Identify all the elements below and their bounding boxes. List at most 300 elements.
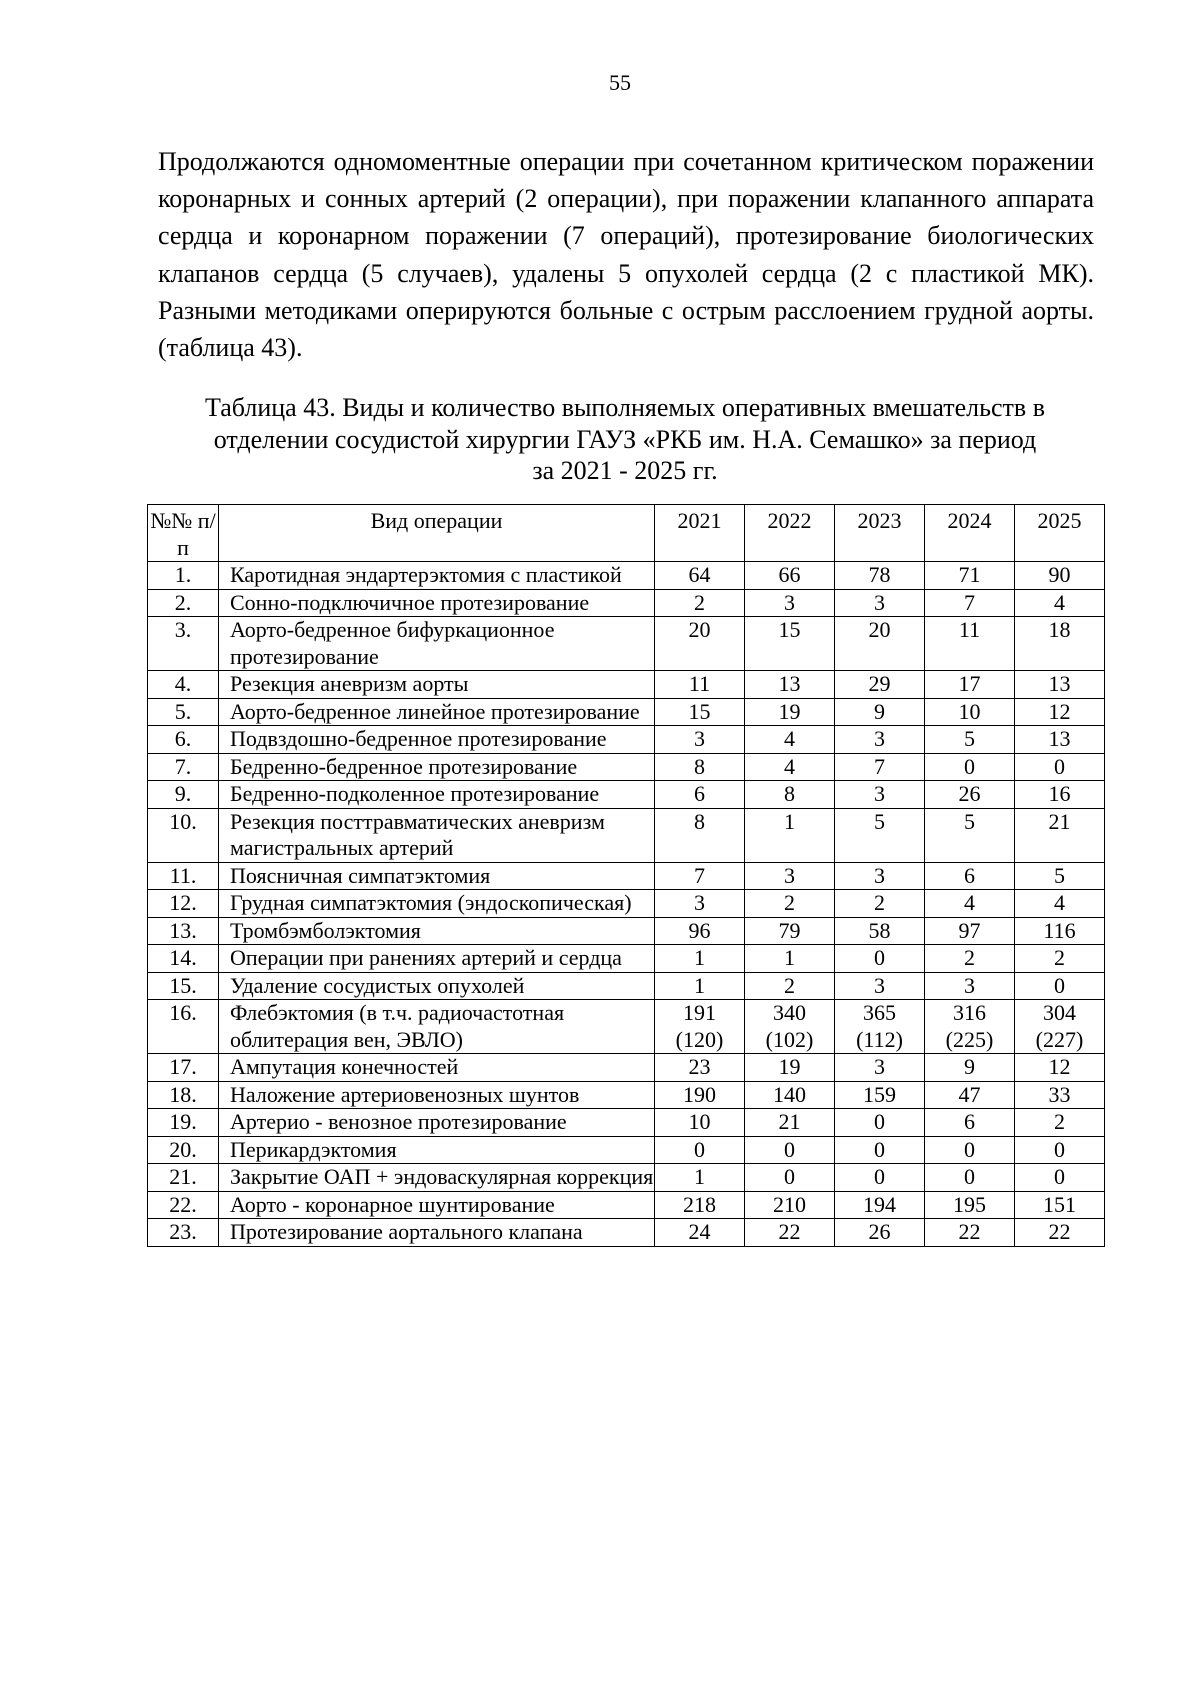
year-sub-value: (227) xyxy=(1035,1026,1084,1052)
year-value-cell xyxy=(1015,1081,1105,1109)
year-value: 21 xyxy=(1048,808,1071,834)
year-value: 10 xyxy=(958,698,981,724)
year-value: 0 xyxy=(874,945,885,970)
year-value: 20 xyxy=(688,617,711,642)
year-value-cell xyxy=(835,1054,925,1082)
operation-name: Аорто-бедренное линейное протезирование xyxy=(219,698,655,726)
year-value-cell xyxy=(655,726,745,754)
year-value: 194 xyxy=(863,1191,896,1217)
operation-name: Подвздошно-бедренное протезирование xyxy=(219,726,655,754)
year-value: 3 xyxy=(784,862,795,888)
year-value: 18 xyxy=(1048,617,1071,642)
row-number: 10. xyxy=(148,808,219,862)
year-value: 20 xyxy=(868,617,891,642)
year-value-cell xyxy=(1015,753,1105,781)
year-value-cell xyxy=(835,945,925,973)
year-value: 0 xyxy=(964,1136,975,1162)
year-value: 96 xyxy=(688,917,711,943)
year-value-cell xyxy=(745,1191,835,1219)
row-number: 2. xyxy=(148,589,219,617)
table-row xyxy=(148,562,1105,590)
year-value-cell xyxy=(655,1109,745,1137)
year-value-cell xyxy=(655,972,745,1000)
year-value: 90 xyxy=(1048,562,1071,587)
year-value-cell xyxy=(925,1000,1015,1054)
year-value: 9 xyxy=(964,1054,975,1079)
year-value-cell xyxy=(925,1191,1015,1219)
year-value: 0 xyxy=(1054,1136,1065,1162)
year-value-cell xyxy=(835,1081,925,1109)
operation-name: Аорто-бедренное бифуркационное протезирование xyxy=(219,617,655,671)
year-value-cell xyxy=(745,1054,835,1082)
year-value: 7 xyxy=(964,589,975,615)
year-value-cell xyxy=(835,1191,925,1219)
row-number: 6. xyxy=(148,726,219,754)
year-value: 29 xyxy=(868,671,891,696)
row-number: 4. xyxy=(148,671,219,699)
year-value-cell xyxy=(745,698,835,726)
body-paragraph: Продолжаются одномоментные операции при сочетанном критическом поражении коронарных и сонных артерий (2 операции), при поражении клапанного аппарата сердца и коронарном поражении (7 операций), протезирование биологических клапанов сердца (5 случаев), удалены 5 опухолей сердца (2 с пластикой МК). Разными методиками оперируются больные с острым расслоением грудной аорты. (таблица 43). xyxy=(158,147,1094,363)
year-value: 0 xyxy=(964,753,975,779)
year-value-cell xyxy=(1015,1136,1105,1164)
row-number: 17. xyxy=(148,1054,219,1082)
table-row xyxy=(148,917,1105,945)
year-value: 4 xyxy=(1054,890,1065,915)
year-value: 19 xyxy=(778,1054,801,1079)
year-value: 304 xyxy=(1043,1000,1076,1025)
year-value-cell xyxy=(655,1219,745,1247)
year-value: 22 xyxy=(1048,1219,1071,1244)
year-value-cell xyxy=(925,862,1015,890)
year-value: 3 xyxy=(874,862,885,888)
row-number: 18. xyxy=(148,1081,219,1109)
year-value-cell xyxy=(835,1000,925,1054)
year-value-cell xyxy=(925,753,1015,781)
year-value-cell xyxy=(745,753,835,781)
year-value-cell xyxy=(835,917,925,945)
year-value: 12 xyxy=(1048,1054,1071,1079)
year-value: 4 xyxy=(964,890,975,915)
year-value: 11 xyxy=(958,617,981,642)
caption-line: за 2021 - 2025 гг. xyxy=(532,456,718,485)
year-value: 6 xyxy=(964,862,975,888)
operation-name: Поясничная симпатэктомия xyxy=(219,862,655,890)
operation-name: Удаление сосудистых опухолей xyxy=(219,972,655,1000)
row-number: 7. xyxy=(148,753,219,781)
year-value: 3 xyxy=(874,726,885,751)
year-value-cell xyxy=(835,1109,925,1137)
year-value-cell xyxy=(925,917,1015,945)
year-value-cell xyxy=(745,972,835,1000)
year-value-cell xyxy=(745,1164,835,1192)
row-number: 12. xyxy=(148,890,219,918)
year-value-cell xyxy=(925,808,1015,862)
year-value-cell xyxy=(835,617,925,671)
year-value-cell xyxy=(745,671,835,699)
year-value: 33 xyxy=(1048,1081,1071,1107)
year-value: 0 xyxy=(784,1136,795,1162)
year-value: 47 xyxy=(958,1081,981,1107)
year-value: 140 xyxy=(773,1081,806,1107)
year-value: 3 xyxy=(874,1054,885,1079)
table-row xyxy=(148,1164,1105,1192)
year-value: 4 xyxy=(1054,589,1065,615)
operation-name: Закрытие ОАП + эндоваскулярная коррекция xyxy=(219,1164,655,1192)
year-value-cell xyxy=(925,972,1015,1000)
year-value: 2 xyxy=(1054,1109,1065,1134)
operations-table xyxy=(147,504,1105,1247)
year-value: 1 xyxy=(694,972,705,998)
year-value-cell xyxy=(745,617,835,671)
year-value-cell xyxy=(835,1164,925,1192)
year-value: 79 xyxy=(778,917,801,943)
operation-name: Бедренно-подколенное протезирование xyxy=(219,781,655,809)
year-value-cell xyxy=(745,562,835,590)
table-row xyxy=(148,1136,1105,1164)
year-value-cell xyxy=(745,945,835,973)
year-value-cell xyxy=(835,808,925,862)
table-row xyxy=(148,862,1105,890)
year-value-cell xyxy=(1015,726,1105,754)
row-number: 5. xyxy=(148,698,219,726)
operation-name: Сонно-подключичное протезирование xyxy=(219,589,655,617)
year-value: 24 xyxy=(688,1219,711,1244)
year-value: 1 xyxy=(784,808,795,834)
table-row xyxy=(148,781,1105,809)
year-value-cell xyxy=(835,1219,925,1247)
year-value-cell xyxy=(655,1081,745,1109)
year-value: 5 xyxy=(964,808,975,834)
year-value-cell xyxy=(655,1000,745,1054)
row-number: 9. xyxy=(148,781,219,809)
row-number: 19. xyxy=(148,1109,219,1137)
table-body xyxy=(148,562,1105,1247)
year-sub-value: (120) xyxy=(675,1026,724,1052)
year-value-cell xyxy=(655,753,745,781)
year-value: 0 xyxy=(694,1136,705,1162)
year-value-cell xyxy=(745,917,835,945)
year-value: 15 xyxy=(688,698,711,724)
year-value-cell xyxy=(835,589,925,617)
operation-name: Грудная симпатэктомия (эндоскопическая) xyxy=(219,890,655,918)
year-value-cell xyxy=(925,671,1015,699)
year-value-cell xyxy=(745,1000,835,1054)
operation-name: Бедренно-бедренное протезирование xyxy=(219,753,655,781)
year-value-cell xyxy=(655,562,745,590)
year-value: 0 xyxy=(874,1109,885,1134)
header-year-2024: 2024 xyxy=(925,505,1015,562)
operation-name: Резекция аневризм аорты xyxy=(219,671,655,699)
year-sub-value: (225) xyxy=(945,1026,994,1052)
year-value-cell xyxy=(1015,589,1105,617)
year-value: 3 xyxy=(784,589,795,615)
year-value: 8 xyxy=(784,781,795,806)
year-value: 0 xyxy=(964,1164,975,1189)
year-value-cell xyxy=(1015,945,1105,973)
year-value: 1 xyxy=(784,945,795,970)
year-value: 5 xyxy=(964,726,975,751)
year-value: 3 xyxy=(874,589,885,615)
year-value-cell xyxy=(745,781,835,809)
year-value: 4 xyxy=(784,753,795,779)
year-value-cell xyxy=(1015,562,1105,590)
header-year-2021: 2021 xyxy=(655,505,745,562)
year-value-cell xyxy=(1015,862,1105,890)
operation-name: Протезирование аортального клапана xyxy=(219,1219,655,1247)
year-value-cell xyxy=(925,1164,1015,1192)
year-value: 22 xyxy=(958,1219,981,1244)
table-row xyxy=(148,945,1105,973)
year-value: 5 xyxy=(1054,862,1065,888)
year-value-cell xyxy=(655,1054,745,1082)
year-value: 17 xyxy=(958,671,981,696)
year-value-cell xyxy=(1015,808,1105,862)
table-row xyxy=(148,1081,1105,1109)
year-value-cell xyxy=(655,1191,745,1219)
row-number: 16. xyxy=(148,1000,219,1054)
year-value: 97 xyxy=(958,917,981,943)
year-value-cell xyxy=(655,698,745,726)
year-sub-value: (112) xyxy=(856,1026,903,1052)
year-value-cell xyxy=(925,1109,1015,1137)
year-value-cell xyxy=(745,890,835,918)
year-value: 2 xyxy=(784,972,795,998)
year-value: 7 xyxy=(694,862,705,888)
year-value: 6 xyxy=(694,781,705,806)
table-header-row xyxy=(148,505,1105,562)
year-value: 13 xyxy=(778,671,801,696)
year-value: 6 xyxy=(964,1109,975,1134)
table-row xyxy=(148,1191,1105,1219)
year-value: 19 xyxy=(778,698,801,724)
year-value: 26 xyxy=(958,781,981,806)
year-value-cell xyxy=(835,753,925,781)
row-number: 15. xyxy=(148,972,219,1000)
table-row xyxy=(148,1109,1105,1137)
caption-line: отделении сосудистой хирургии ГАУЗ «РКБ им. Н.А. Семашко» за период xyxy=(213,424,1037,454)
year-value: 191 xyxy=(683,1000,716,1025)
year-value-cell xyxy=(925,589,1015,617)
header-operation: Вид операции xyxy=(219,505,655,562)
caption-line: Таблица 43. Виды и количество выполняемых оперативных вмешательств в xyxy=(205,393,1045,422)
row-number: 21. xyxy=(148,1164,219,1192)
year-value-cell xyxy=(745,862,835,890)
year-value-cell xyxy=(925,698,1015,726)
operation-name: Наложение артериовенозных шунтов xyxy=(219,1081,655,1109)
table-row xyxy=(148,726,1105,754)
year-value: 340 xyxy=(773,1000,806,1025)
year-value: 2 xyxy=(784,890,795,915)
year-value: 3 xyxy=(964,972,975,998)
year-value-cell xyxy=(925,726,1015,754)
table-row xyxy=(148,1054,1105,1082)
row-number: 11. xyxy=(148,862,219,890)
year-value-cell xyxy=(655,617,745,671)
year-value: 10 xyxy=(688,1109,711,1134)
year-value-cell xyxy=(1015,617,1105,671)
year-value: 2 xyxy=(874,890,885,915)
year-value-cell xyxy=(835,972,925,1000)
year-value-cell xyxy=(925,1136,1015,1164)
year-value-cell xyxy=(1015,1000,1105,1054)
operation-name: Флебэктомия (в т.ч. радиочастотная облитерация вен, ЭВЛО) xyxy=(219,1000,655,1054)
year-value-cell xyxy=(1015,698,1105,726)
year-value-cell xyxy=(745,1081,835,1109)
year-value-cell xyxy=(1015,972,1105,1000)
year-value-cell xyxy=(1015,1109,1105,1137)
year-value: 12 xyxy=(1048,698,1071,724)
operation-name: Аорто - коронарное шунтирование xyxy=(219,1191,655,1219)
year-value: 1 xyxy=(694,1164,705,1189)
table-caption xyxy=(150,392,1100,487)
year-value: 13 xyxy=(1048,726,1071,751)
year-value: 1 xyxy=(694,945,705,970)
year-value: 0 xyxy=(1054,1164,1065,1189)
table-row xyxy=(148,890,1105,918)
year-value-cell xyxy=(745,808,835,862)
year-value-cell xyxy=(655,808,745,862)
year-value-cell xyxy=(745,726,835,754)
year-value-cell xyxy=(835,671,925,699)
row-number: 22. xyxy=(148,1191,219,1219)
year-value: 5 xyxy=(874,808,885,834)
year-value: 2 xyxy=(1054,945,1065,970)
year-value: 0 xyxy=(784,1164,795,1189)
year-value: 22 xyxy=(778,1219,801,1244)
row-number: 23. xyxy=(148,1219,219,1247)
header-year-2023: 2023 xyxy=(835,505,925,562)
year-value-cell xyxy=(1015,781,1105,809)
year-value-cell xyxy=(745,1109,835,1137)
header-year-2022: 2022 xyxy=(745,505,835,562)
header-num: №№ п/п xyxy=(148,505,219,562)
year-sub-value: (102) xyxy=(765,1026,814,1052)
year-value: 16 xyxy=(1048,781,1071,806)
year-value: 11 xyxy=(688,671,711,696)
page-number: 55 xyxy=(609,70,631,95)
year-value: 190 xyxy=(683,1081,716,1107)
year-value-cell xyxy=(1015,1054,1105,1082)
year-value: 21 xyxy=(778,1109,801,1134)
year-value-cell xyxy=(655,945,745,973)
year-value-cell xyxy=(1015,1191,1105,1219)
year-value-cell xyxy=(655,890,745,918)
year-value: 210 xyxy=(773,1191,806,1217)
year-value-cell xyxy=(655,1164,745,1192)
year-value-cell xyxy=(1015,671,1105,699)
year-value-cell xyxy=(925,945,1015,973)
table-row xyxy=(148,698,1105,726)
operation-name: Перикардэктомия xyxy=(219,1136,655,1164)
year-value-cell xyxy=(835,1136,925,1164)
year-value-cell xyxy=(925,890,1015,918)
year-value-cell xyxy=(925,1081,1015,1109)
year-value-cell xyxy=(925,781,1015,809)
year-value-cell xyxy=(1015,890,1105,918)
table-row xyxy=(148,617,1105,671)
row-number: 20. xyxy=(148,1136,219,1164)
year-value-cell xyxy=(835,698,925,726)
year-value: 26 xyxy=(868,1219,891,1244)
year-value: 78 xyxy=(868,562,891,587)
year-value: 151 xyxy=(1043,1191,1076,1217)
year-value: 316 xyxy=(953,1000,986,1025)
year-value: 8 xyxy=(694,753,705,779)
year-value: 159 xyxy=(863,1081,896,1107)
table-row xyxy=(148,589,1105,617)
table-row xyxy=(148,753,1105,781)
year-value-cell xyxy=(655,917,745,945)
year-value-cell xyxy=(835,781,925,809)
year-value: 0 xyxy=(1054,972,1065,998)
year-value-cell xyxy=(745,589,835,617)
year-value-cell xyxy=(655,589,745,617)
table-row xyxy=(148,1219,1105,1247)
year-value: 13 xyxy=(1048,671,1071,696)
year-value-cell xyxy=(925,1054,1015,1082)
year-value: 9 xyxy=(874,698,885,724)
year-value: 66 xyxy=(778,562,801,587)
operation-name: Ампутация конечностей xyxy=(219,1054,655,1082)
table-row xyxy=(148,808,1105,862)
year-value: 2 xyxy=(964,945,975,970)
header-year-2025: 2025 xyxy=(1015,505,1105,562)
year-value: 7 xyxy=(874,753,885,779)
row-number: 1. xyxy=(148,562,219,590)
year-value: 0 xyxy=(1054,753,1065,779)
year-value-cell xyxy=(655,862,745,890)
row-number: 14. xyxy=(148,945,219,973)
year-value-cell xyxy=(835,890,925,918)
year-value: 3 xyxy=(694,890,705,915)
year-value: 195 xyxy=(953,1191,986,1217)
table-row xyxy=(148,972,1105,1000)
year-value: 64 xyxy=(688,562,711,587)
year-value-cell xyxy=(1015,1164,1105,1192)
year-value-cell xyxy=(925,617,1015,671)
row-number: 13. xyxy=(148,917,219,945)
operation-name: Артерио - венозное протезирование xyxy=(219,1109,655,1137)
year-value: 116 xyxy=(1043,917,1076,943)
year-value: 15 xyxy=(778,617,801,642)
year-value: 23 xyxy=(688,1054,711,1079)
operation-name: Каротидная эндартерэктомия с пластикой xyxy=(219,562,655,590)
operation-name: Операции при ранениях артерий и сердца xyxy=(219,945,655,973)
year-value-cell xyxy=(655,1136,745,1164)
table-row xyxy=(148,671,1105,699)
year-value-cell xyxy=(925,1219,1015,1247)
year-value: 3 xyxy=(874,972,885,998)
year-value: 58 xyxy=(868,917,891,943)
row-number: 3. xyxy=(148,617,219,671)
year-value-cell xyxy=(655,671,745,699)
year-value-cell xyxy=(925,562,1015,590)
year-value-cell xyxy=(1015,917,1105,945)
year-value: 365 xyxy=(863,1000,896,1025)
operation-name: Резекция посттравматических аневризм магистральных артерий xyxy=(219,808,655,862)
operation-name: Тромбэмболэктомия xyxy=(219,917,655,945)
year-value: 8 xyxy=(694,808,705,834)
year-value-cell xyxy=(835,562,925,590)
year-value-cell xyxy=(745,1136,835,1164)
year-value: 0 xyxy=(874,1164,885,1189)
year-value-cell xyxy=(1015,1219,1105,1247)
year-value: 3 xyxy=(694,726,705,751)
year-value-cell xyxy=(655,781,745,809)
year-value: 71 xyxy=(958,562,981,587)
table-row xyxy=(148,1000,1105,1054)
year-value-cell xyxy=(835,862,925,890)
